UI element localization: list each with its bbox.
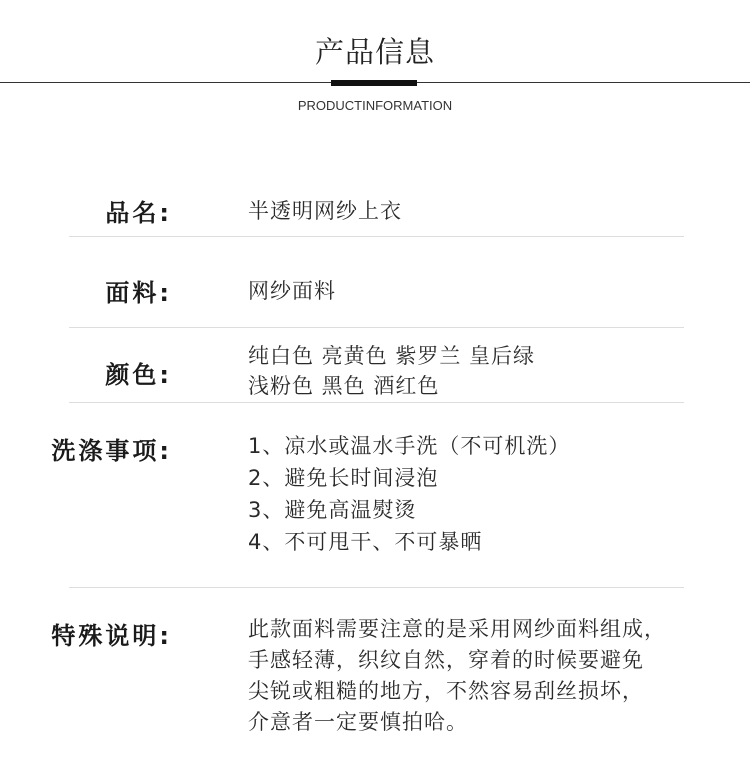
color-label: 颜色: [105, 361, 172, 389]
washing-label: 洗涤事项: [51, 437, 172, 465]
washing-instruction-item: 1、凉水或温水手洗（不可机洗） [248, 434, 571, 458]
page-title: 产品信息 [314, 35, 435, 69]
page-subtitle: PRODUCTINFORMATION [297, 98, 453, 113]
product-name-value: 半透明网纱上衣 [248, 199, 402, 223]
special-notes-line: 尖锐或粗糙的地方，不然容易刮丝损坏， [248, 679, 644, 703]
row-divider [69, 236, 684, 237]
washing-instruction-item: 2、避免长时间浸泡 [248, 466, 439, 490]
washing-instruction-item: 4、不可甩干、不可暴晒 [248, 530, 483, 554]
color-line: 浅粉色 黑色 酒红色 [248, 374, 440, 398]
special-notes-line: 手感轻薄，织纹自然，穿着的时候要避免 [248, 648, 644, 672]
washing-instruction-item: 3、避免高温熨烫 [248, 498, 417, 522]
washing-instructions [248, 430, 570, 558]
special-notes-line: 介意者一定要慎拍哈。 [248, 710, 468, 734]
fabric-label: 面料: [105, 279, 172, 307]
color-line: 纯白色 亮黄色 紫罗兰 皇后绿 [248, 344, 536, 368]
product-name-label: 品名: [105, 199, 172, 227]
fabric-value: 网纱面料 [248, 279, 336, 303]
row-divider [69, 587, 684, 588]
special-notes-label: 特殊说明: [51, 622, 172, 650]
color-values [248, 341, 535, 401]
row-divider [69, 327, 684, 328]
header-accent-bar [331, 80, 417, 86]
special-notes-text [248, 614, 666, 738]
special-notes-line: 此款面料需要注意的是采用网纱面料组成， [248, 617, 666, 641]
row-divider [69, 402, 684, 403]
